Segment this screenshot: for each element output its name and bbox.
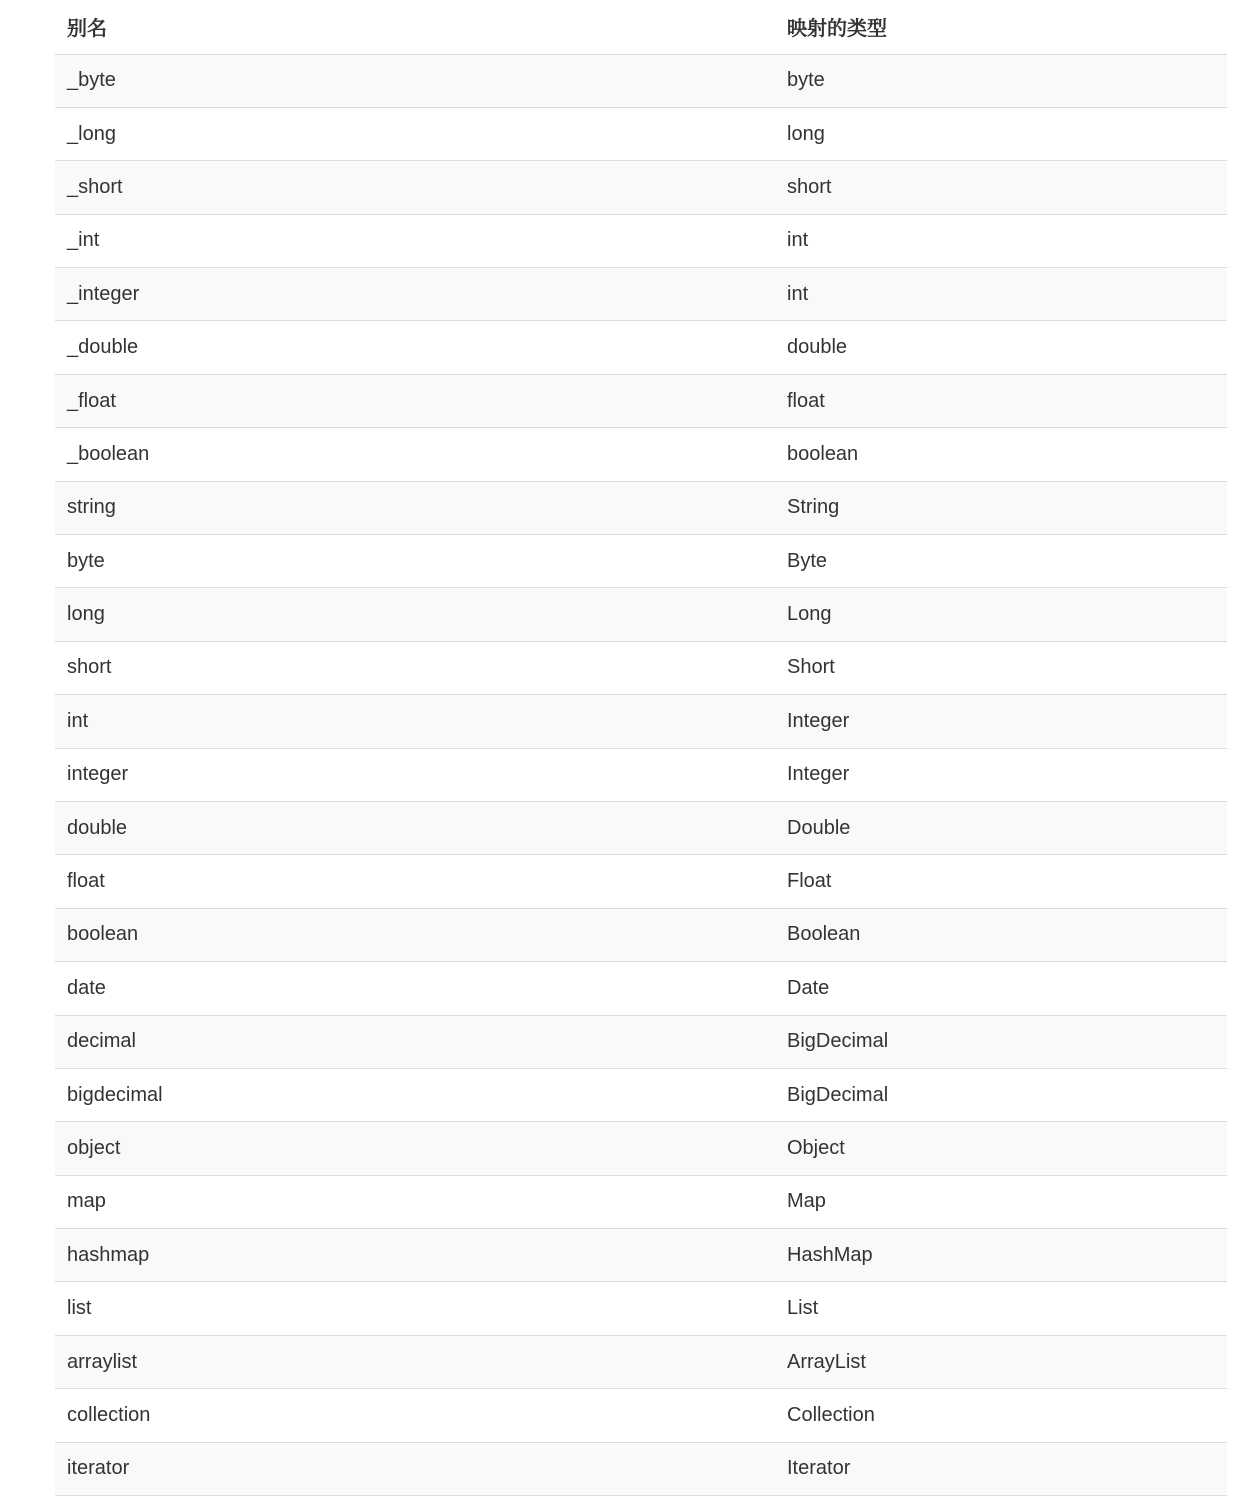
mapped-type-cell: int (775, 214, 1227, 267)
table-row (55, 54, 1227, 107)
mapped-type-cell: ArrayList (775, 1335, 1227, 1388)
mapped-type-cell: Object (775, 1122, 1227, 1175)
mapped-type-cell: Date (775, 962, 1227, 1015)
mapped-type-cell: long (775, 107, 1227, 160)
mapped-type-cell: String (775, 481, 1227, 534)
mapped-type-cell: int (775, 268, 1227, 321)
alias-cell: bigdecimal (55, 1068, 775, 1121)
table-row (55, 428, 1227, 481)
table-row (55, 962, 1227, 1015)
alias-cell: float (55, 855, 775, 908)
table-row (55, 855, 1227, 908)
type-alias-table (55, 0, 1227, 1496)
table-row (55, 1122, 1227, 1175)
alias-cell: int (55, 695, 775, 748)
mapped-type-cell: Short (775, 641, 1227, 694)
table-row (55, 1068, 1227, 1121)
alias-cell: iterator (55, 1442, 775, 1495)
header-row (55, 0, 1227, 54)
table-body (55, 54, 1227, 1496)
alias-cell: _boolean (55, 428, 775, 481)
table-row (55, 1442, 1227, 1495)
alias-cell: byte (55, 535, 775, 588)
alias-cell: _integer (55, 268, 775, 321)
alias-cell: object (55, 1122, 775, 1175)
mapped-type-cell: List (775, 1282, 1227, 1335)
table-row (55, 641, 1227, 694)
mapped-type-cell: double (775, 321, 1227, 374)
table-row (55, 1229, 1227, 1282)
mapped-type-cell: boolean (775, 428, 1227, 481)
mapped-type-cell: HashMap (775, 1229, 1227, 1282)
mapped-type-cell: Map (775, 1175, 1227, 1228)
mapped-type-cell: Iterator (775, 1442, 1227, 1495)
alias-cell: _long (55, 107, 775, 160)
alias-cell: _byte (55, 54, 775, 107)
alias-cell: boolean (55, 908, 775, 961)
mapped-type-cell: Double (775, 801, 1227, 854)
type-alias-table-container (55, 0, 1227, 1496)
alias-cell: decimal (55, 1015, 775, 1068)
table-row (55, 214, 1227, 267)
alias-cell: integer (55, 748, 775, 801)
table-row (55, 748, 1227, 801)
table-row (55, 481, 1227, 534)
table-row (55, 801, 1227, 854)
mapped-type-cell: Byte (775, 535, 1227, 588)
alias-cell: long (55, 588, 775, 641)
mapped-type-cell: BigDecimal (775, 1015, 1227, 1068)
mapped-type-cell: Float (775, 855, 1227, 908)
table-row (55, 161, 1227, 214)
header-mapped-type: 映射的类型 (775, 0, 1227, 54)
mapped-type-cell: byte (775, 54, 1227, 107)
alias-cell: _int (55, 214, 775, 267)
mapped-type-cell: BigDecimal (775, 1068, 1227, 1121)
alias-cell: _double (55, 321, 775, 374)
mapped-type-cell: Collection (775, 1389, 1227, 1442)
table-row (55, 535, 1227, 588)
mapped-type-cell: Long (775, 588, 1227, 641)
alias-cell: arraylist (55, 1335, 775, 1388)
alias-cell: _float (55, 374, 775, 427)
table-header (55, 0, 1227, 54)
table-row (55, 588, 1227, 641)
table-row (55, 374, 1227, 427)
alias-cell: _short (55, 161, 775, 214)
table-row (55, 695, 1227, 748)
table-row (55, 1389, 1227, 1442)
table-row (55, 908, 1227, 961)
alias-cell: date (55, 962, 775, 1015)
table-row (55, 268, 1227, 321)
alias-cell: short (55, 641, 775, 694)
mapped-type-cell: float (775, 374, 1227, 427)
mapped-type-cell: Integer (775, 695, 1227, 748)
alias-cell: string (55, 481, 775, 534)
alias-cell: collection (55, 1389, 775, 1442)
table-row (55, 1335, 1227, 1388)
table-row (55, 321, 1227, 374)
table-row (55, 1282, 1227, 1335)
table-row (55, 1175, 1227, 1228)
alias-cell: list (55, 1282, 775, 1335)
table-row (55, 107, 1227, 160)
mapped-type-cell: Boolean (775, 908, 1227, 961)
mapped-type-cell: short (775, 161, 1227, 214)
alias-cell: hashmap (55, 1229, 775, 1282)
alias-cell: double (55, 801, 775, 854)
mapped-type-cell: Integer (775, 748, 1227, 801)
alias-cell: map (55, 1175, 775, 1228)
header-alias: 别名 (55, 0, 775, 54)
table-row (55, 1015, 1227, 1068)
